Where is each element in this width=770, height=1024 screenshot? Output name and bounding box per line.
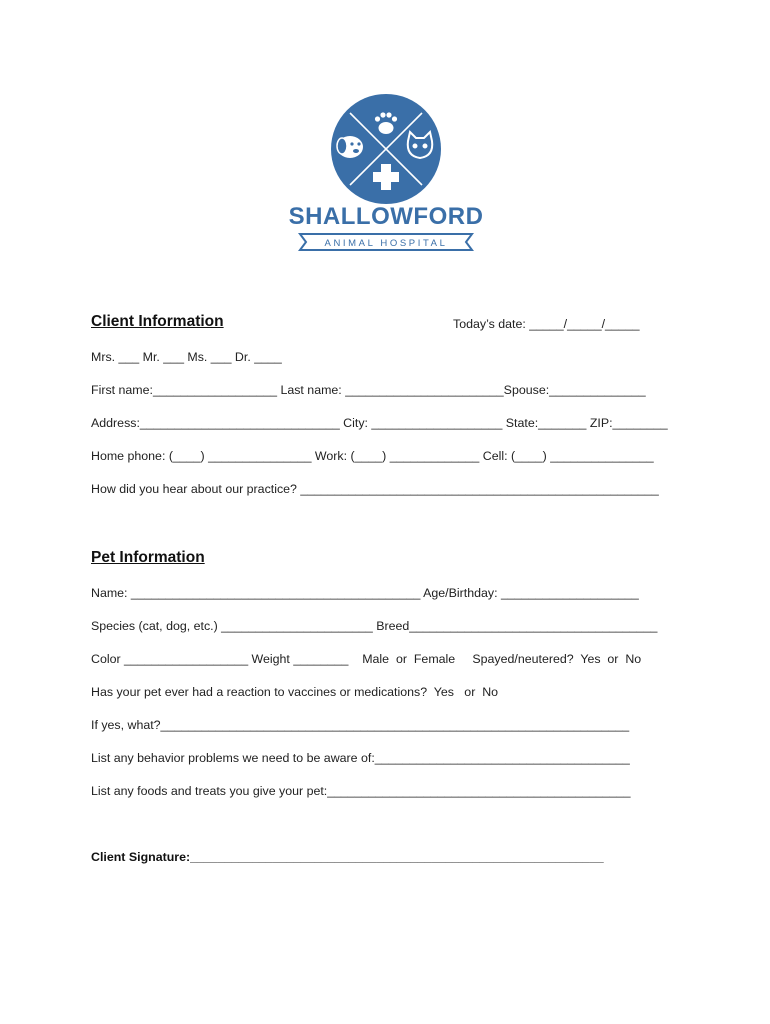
reaction-details-field[interactable]: If yes, what?____________________________________________________________________ xyxy=(91,718,630,732)
foods-treats-field[interactable]: List any foods and treats you give your pet:____________________________________________ xyxy=(91,784,631,798)
dog-icon xyxy=(337,136,363,158)
honorifics-field[interactable]: Mrs. ___ Mr. ___ Ms. ___ Dr. ____ xyxy=(91,350,282,364)
todays-date-field[interactable]: Today’s date: _____/_____/_____ xyxy=(453,317,640,331)
species-breed-fields[interactable]: Species (cat, dog, etc.) ______________________ Breed____________________________________ xyxy=(91,619,658,633)
address-fields[interactable]: Address:_____________________________ City: ___________________ State:_______ ZIP:________ xyxy=(91,416,668,430)
pet-name-age-fields[interactable]: Name: __________________________________________ Age/Birthday: ____________________ xyxy=(91,586,639,600)
client-signature-field[interactable]: Client Signature:____________________________________________________________ xyxy=(91,850,604,864)
shallowford-logo xyxy=(288,94,484,256)
logo-name: SHALLOWFORD xyxy=(288,203,484,230)
logo-subtitle: ANIMAL HOSPITAL xyxy=(324,238,448,249)
pet-information-heading: Pet Information xyxy=(91,549,205,566)
client-information-heading: Client Information xyxy=(91,313,224,330)
reaction-question[interactable]: Has your pet ever had a reaction to vaccines or medications? Yes or No xyxy=(91,685,499,699)
name-fields[interactable]: First name:__________________ Last name: _______________________Spouse:______________ xyxy=(91,383,646,397)
behavior-problems-field[interactable]: List any behavior problems we need to be aware of:_____________________________________ xyxy=(91,751,630,765)
color-weight-sex-fields[interactable]: Color __________________ Weight ________ Male or Female Spayed/neutered? Yes or No xyxy=(91,652,642,666)
referral-field[interactable]: How did you hear about our practice? ____________________________________________________ xyxy=(91,482,659,496)
phone-fields[interactable]: Home phone: (____) _______________ Work: (____) _____________ Cell: (____) _______________ xyxy=(91,449,654,463)
